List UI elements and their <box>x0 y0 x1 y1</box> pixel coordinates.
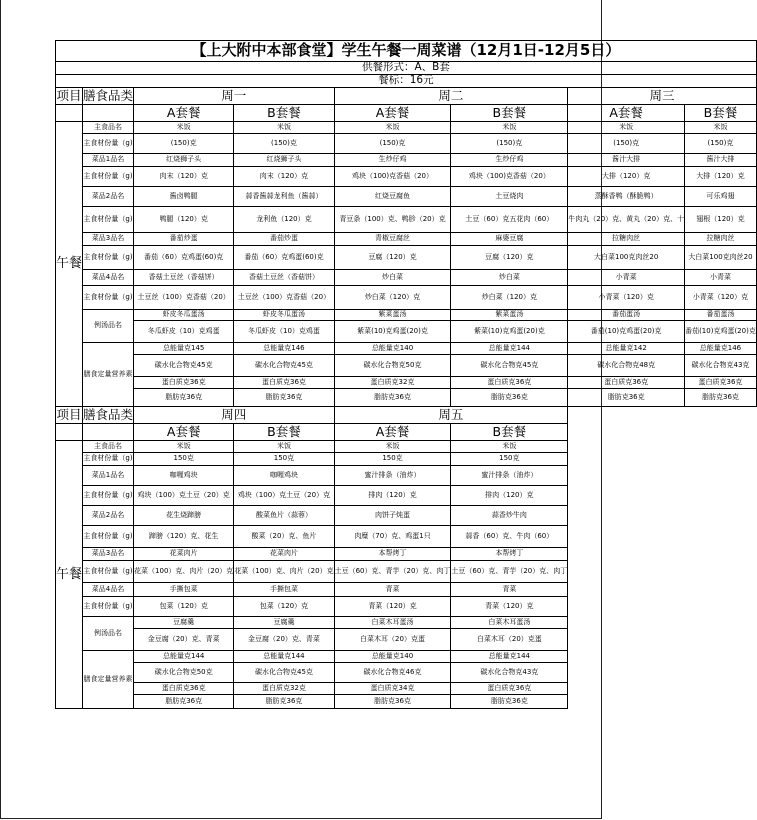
nutrient-energy-cell: 总能量克144 <box>234 651 334 663</box>
category-label: 主食品名 <box>83 122 134 134</box>
nutrient-fat-cell: 脂肪克36克 <box>134 695 234 709</box>
quantity-cell: 小青菜（120）克 <box>568 286 685 310</box>
empty-cell <box>568 597 685 617</box>
soup-name-cell: 白菜木耳蛋汤 <box>451 617 568 629</box>
empty-cell <box>568 441 685 453</box>
empty-cell <box>568 486 685 506</box>
set-a-header: A套餐 <box>134 105 234 122</box>
quantity-cell: 土豆丝（100）克香菇（20） <box>234 286 334 310</box>
set-b-header: B套餐 <box>234 424 334 441</box>
dish-name-cell: 酱卤鸭腿 <box>134 187 234 207</box>
quantity-cell: 蹄膀（120）克、花生 <box>134 526 234 548</box>
set-a-header: A套餐 <box>134 424 234 441</box>
quantity-cell: 排肉（120）克 <box>451 486 568 506</box>
empty-cell <box>568 629 685 651</box>
dish-name-cell: 米饭 <box>234 122 334 134</box>
quantity-cell: 番茄（60）克鸡蛋(60)克 <box>234 246 334 270</box>
nutrient-energy-cell: 总能量克146 <box>234 343 334 355</box>
empty-cell <box>685 526 757 548</box>
category-label: 主食品名 <box>83 441 134 453</box>
soup-name-cell: 番茄蛋汤 <box>568 310 685 321</box>
header-category: 膳食品类 <box>83 88 134 104</box>
quantity-cell: 排肉（120）克 <box>334 486 451 506</box>
quantity-cell: 肉末（120）克 <box>134 167 234 187</box>
quantity-label: 主食材份量（g) <box>83 526 134 548</box>
category-label: 菜品2品名 <box>83 506 134 526</box>
nutrient-energy-cell: 总能量克140 <box>334 343 451 355</box>
nutrient-fat-cell: 脂肪克36克 <box>234 389 334 407</box>
blank-cell <box>83 105 134 122</box>
dish-name-cell: 番茄炒蛋 <box>134 233 234 246</box>
quantity-cell: 土豆（60）克、青芋（20）克、肉丁 <box>334 561 451 583</box>
day-header: 周五 <box>334 407 568 424</box>
empty-cell <box>568 526 685 548</box>
empty-cell <box>568 695 685 709</box>
dish-name-cell: 蜜汁排条（油炸） <box>451 466 568 486</box>
nutrient-carb-cell: 碳水化合物克50克 <box>134 663 234 683</box>
dish-name-cell: 青菜 <box>334 583 451 597</box>
soup-quantity-cell: 番茄(10)克鸡蛋(20)克 <box>568 321 685 343</box>
dish-name-cell: 酱汁大排 <box>568 154 685 167</box>
soup-name-cell: 番茄蛋汤 <box>685 310 757 321</box>
dish-name-cell: 生炒仔鸡 <box>451 154 568 167</box>
dish-name-cell: 炒白菜 <box>334 270 451 286</box>
quantity-cell: 鸡块（100）克土豆（20）克 <box>134 486 234 506</box>
quantity-cell: 牛肉丸（20）克、黄丸（20）克、十 <box>568 207 685 233</box>
nutrient-fat-cell: 脂肪克36克 <box>451 695 568 709</box>
nutrient-carb-cell: 碳水化合物克46克 <box>334 663 451 683</box>
day-header: 周四 <box>134 407 335 424</box>
nutrient-energy-cell: 总能量克146 <box>685 343 757 355</box>
menu-title: 【上大附中本部食堂】学生午餐一周菜谱（12月1日-12月5日） <box>56 41 757 62</box>
blank-cell <box>56 424 83 441</box>
empty-cell <box>568 663 685 683</box>
dish-name-cell: 蜜汁排条（油炸） <box>334 466 451 486</box>
header-category: 膳食品类 <box>83 407 134 423</box>
quantity-cell: 炒白菜（120）克 <box>451 286 568 310</box>
empty-cell <box>568 651 685 663</box>
dish-name-cell: 拉糖肉丝 <box>568 233 685 246</box>
category-label: 菜品3品名 <box>83 233 134 246</box>
dish-name-cell: 小青菜 <box>685 270 757 286</box>
dish-name-cell: 花菜肉片 <box>234 548 334 561</box>
category-label: 菜品1品名 <box>83 154 134 167</box>
empty-cell <box>685 683 757 695</box>
dish-name-cell: 米饭 <box>334 441 451 453</box>
quantity-cell: 大白菜100克肉丝20 <box>568 246 685 270</box>
category-label: 菜品1品名 <box>83 466 134 486</box>
dish-name-cell: 红烧狮子头 <box>234 154 334 167</box>
quantity-cell: 土豆丝（100）克香菇（20） <box>134 286 234 310</box>
dish-name-cell: 青椒豆腐丝 <box>334 233 451 246</box>
nutrient-protein-cell: 蛋白质克36克 <box>134 377 234 389</box>
empty-cell <box>568 548 685 561</box>
quantity-cell: 青菜（120）克 <box>334 597 451 617</box>
dish-name-cell: 手撕包菜 <box>134 583 234 597</box>
dish-name-cell: 花菜肉片 <box>134 548 234 561</box>
empty-cell <box>568 683 685 695</box>
soup-quantity-cell: 紫菜(10)克鸡蛋(20)克 <box>334 321 451 343</box>
nutrient-carb-cell: 碳水化合物克45克 <box>451 355 568 377</box>
category-label: 菜品4品名 <box>83 270 134 286</box>
category-label: 菜品2品名 <box>83 187 134 207</box>
dish-name-cell: 手撕包菜 <box>234 583 334 597</box>
header-item: 项目 <box>56 407 82 423</box>
soup-name-cell: 紫菜蛋汤 <box>451 310 568 321</box>
empty-cell <box>685 597 757 617</box>
soup-name-cell: 豆腐羹 <box>234 617 334 629</box>
dish-name-cell: 香菇土豆丝（香菇饼） <box>234 270 334 286</box>
nutrient-protein-cell: 蛋白质克36克 <box>451 377 568 389</box>
nutrient-protein-cell: 蛋白质克36克 <box>685 377 757 389</box>
quantity-cell: 花菜（100）克、肉片（20）克 <box>134 561 234 583</box>
soup-label: 例汤品名 <box>83 617 134 651</box>
empty-cell <box>568 424 757 441</box>
nutrient-carb-cell: 碳水化合物克45克 <box>134 355 234 377</box>
soup-name-cell: 豆腐羹 <box>134 617 234 629</box>
nutrient-energy-cell: 总能量克144 <box>134 651 234 663</box>
soup-quantity-cell: 冬瓜虾皮（10）克鸡蛋 <box>234 321 334 343</box>
dish-name-cell: 青菜 <box>451 583 568 597</box>
nutrient-carb-cell: 碳水化合物克45克 <box>234 663 334 683</box>
set-b-header: B套餐 <box>685 105 757 122</box>
quantity-label: 主食材份量（g) <box>83 597 134 617</box>
empty-cell <box>568 453 685 466</box>
quantity-cell: 龙利鱼（120）克 <box>234 207 334 233</box>
dish-name-cell: 炒白菜 <box>451 270 568 286</box>
quantity-cell: 青豆条（100）克、鸭胗（20）克 <box>334 207 451 233</box>
soup-quantity-cell: 白菜木耳（20）克蛋 <box>451 629 568 651</box>
nutrient-carb-cell: 碳水化合物克48克 <box>568 355 685 377</box>
dish-name-cell: 生炒仔鸡 <box>334 154 451 167</box>
nutrient-carb-cell: 碳水化合物克45克 <box>234 355 334 377</box>
soup-quantity-cell: 冬瓜虾皮（10）克鸡蛋 <box>134 321 234 343</box>
dish-name-cell: 米饭 <box>451 441 568 453</box>
nutrient-fat-cell: 脂肪克36克 <box>134 389 234 407</box>
empty-cell <box>685 663 757 683</box>
dish-name-cell: 米饭 <box>568 122 685 134</box>
empty-cell <box>685 441 757 453</box>
nutrient-protein-cell: 蛋白质克36克 <box>568 377 685 389</box>
dish-name-cell: 蒜香炒牛肉 <box>451 506 568 526</box>
dish-name-cell: 咖喱鸡块 <box>234 466 334 486</box>
nutrient-carb-cell: 碳水化合物克43克 <box>451 663 568 683</box>
day-header: 周三 <box>568 88 757 105</box>
empty-cell <box>685 629 757 651</box>
soup-label: 例汤品名 <box>83 310 134 343</box>
soup-name-cell: 虾皮冬瓜蛋汤 <box>134 310 234 321</box>
quantity-cell: (150)克 <box>685 134 757 154</box>
quantity-cell: 150克 <box>234 453 334 466</box>
nutrient-fat-cell: 脂肪克36克 <box>568 389 685 407</box>
meal-label: 午餐 <box>56 122 83 407</box>
empty-cell <box>685 583 757 597</box>
quantity-cell: 肉末（120）克 <box>234 167 334 187</box>
dish-name-cell: 蒜香酱蒜龙利鱼（酱蒜） <box>234 187 334 207</box>
dish-name-cell: 番茄炒蛋 <box>234 233 334 246</box>
dish-name-cell: 蒸酥香鸭（酥脆鸭） <box>568 187 685 207</box>
quantity-label: 主食材份量（g) <box>83 167 134 187</box>
quantity-cell: 包菜（120）克 <box>134 597 234 617</box>
soup-quantity-cell: 金豆腐（20）克、青菜 <box>234 629 334 651</box>
day-header: 周二 <box>334 88 568 105</box>
dish-name-cell: 本帮烤丁 <box>334 548 451 561</box>
nutrition-label: 膳食定量营养素 <box>83 343 134 407</box>
quantity-cell: 大排（120）克 <box>568 167 685 187</box>
blank-cell <box>83 424 134 441</box>
soup-name-cell: 紫菜蛋汤 <box>334 310 451 321</box>
empty-cell <box>568 561 685 583</box>
empty-cell <box>568 506 685 526</box>
nutrient-protein-cell: 蛋白质克36克 <box>134 683 234 695</box>
quantity-cell: 150克 <box>134 453 234 466</box>
empty-cell <box>685 695 757 709</box>
empty-cell <box>685 548 757 561</box>
menu-table <box>55 40 757 709</box>
dish-name-cell: 土豆烧肉 <box>451 187 568 207</box>
quantity-cell: 鸡块（100)克香菇（20） <box>334 167 451 187</box>
quantity-cell: 包菜（120）克 <box>234 597 334 617</box>
dish-name-cell: 咖喱鸡块 <box>134 466 234 486</box>
nutrient-energy-cell: 总能量克144 <box>451 651 568 663</box>
quantity-cell: 豆腐（120）克 <box>334 246 451 270</box>
set-a-header: A套餐 <box>334 105 451 122</box>
soup-name-cell: 白菜木耳蛋汤 <box>334 617 451 629</box>
empty-cell <box>568 466 685 486</box>
nutrient-protein-cell: 蛋白质克32克 <box>334 377 451 389</box>
quantity-cell: 花菜（100）克、肉片（20）克 <box>234 561 334 583</box>
quantity-label: 主食材份量（g) <box>83 286 134 310</box>
set-a-header: A套餐 <box>568 105 685 122</box>
header-item: 项目 <box>56 88 82 104</box>
quantity-cell: 大白菜100克肉丝20 <box>685 246 757 270</box>
quantity-cell: 翅根（120）克 <box>685 207 757 233</box>
quantity-cell: 肉糜（70）克、鸡蛋1只 <box>334 526 451 548</box>
quantity-cell: 番茄（60）克鸡蛋(60)克 <box>134 246 234 270</box>
set-b-header: B套餐 <box>451 105 568 122</box>
dish-name-cell: 本帮烤丁 <box>451 548 568 561</box>
quantity-label: 主食材份量（g) <box>83 134 134 154</box>
nutrient-energy-cell: 总能量克140 <box>334 651 451 663</box>
quantity-cell: 酸菜（20）克、鱼片 <box>234 526 334 548</box>
quantity-cell: 豆腐（120）克 <box>451 246 568 270</box>
empty-cell <box>568 583 685 597</box>
quantity-cell: (150)克 <box>568 134 685 154</box>
dish-name-cell: 米饭 <box>685 122 757 134</box>
day-header: 周一 <box>134 88 335 105</box>
empty-cell <box>685 561 757 583</box>
dish-name-cell: 香菇土豆丝（香菇饼） <box>134 270 234 286</box>
empty-cell <box>685 466 757 486</box>
quantity-cell: 鸭腿（120）克 <box>134 207 234 233</box>
price-standard: 餐标：16元 <box>56 75 757 88</box>
dish-name-cell: 酱汁大排 <box>685 154 757 167</box>
empty-cell <box>685 453 757 466</box>
nutrient-fat-cell: 脂肪克36克 <box>334 695 451 709</box>
meal-label: 午餐 <box>56 441 83 709</box>
soup-quantity-cell: 紫菜(10)克鸡蛋(20)克 <box>451 321 568 343</box>
nutrient-carb-cell: 碳水化合物克50克 <box>334 355 451 377</box>
soup-name-cell: 虾皮冬瓜蛋汤 <box>234 310 334 321</box>
quantity-cell: (150)克 <box>451 134 568 154</box>
dish-name-cell: 米饭 <box>234 441 334 453</box>
nutrition-label: 膳食定量营养素 <box>83 651 134 709</box>
dish-name-cell: 红烧狮子头 <box>134 154 234 167</box>
dish-name-cell: 花生烧蹄膀 <box>134 506 234 526</box>
quantity-cell: 土豆（60）克五花肉（60） <box>451 207 568 233</box>
nutrient-protein-cell: 蛋白质克34克 <box>334 683 451 695</box>
dish-name-cell: 红烧豆腐鱼 <box>334 187 451 207</box>
quantity-label: 主食材份量（g) <box>83 453 134 466</box>
quantity-cell: (150)克 <box>134 134 234 154</box>
empty-cell <box>685 506 757 526</box>
dish-name-cell: 拉糖肉丝 <box>685 233 757 246</box>
quantity-cell: 鸡块（100）克土豆（20）克 <box>234 486 334 506</box>
service-forms: 供餐形式：A、B套 <box>56 62 757 75</box>
dish-name-cell: 米饭 <box>334 122 451 134</box>
nutrient-fat-cell: 脂肪克36克 <box>685 389 757 407</box>
dish-name-cell: 可乐鸡翅 <box>685 187 757 207</box>
quantity-cell: 土豆（60）克、青芋（20）克、肉丁 <box>451 561 568 583</box>
category-label: 菜品4品名 <box>83 583 134 597</box>
quantity-label: 主食材份量（g) <box>83 207 134 233</box>
nutrient-fat-cell: 脂肪克36克 <box>334 389 451 407</box>
dish-name-cell: 酸菜鱼片（蒜蓉） <box>234 506 334 526</box>
quantity-cell: 蒜香（60）克、牛肉（60） <box>451 526 568 548</box>
quantity-cell: (150)克 <box>334 134 451 154</box>
quantity-label: 主食材份量（g) <box>83 561 134 583</box>
soup-quantity-cell: 金豆腐（20）克、青菜 <box>134 629 234 651</box>
set-b-header: B套餐 <box>451 424 568 441</box>
quantity-cell: 鸡块（100)克香菇（20） <box>451 167 568 187</box>
empty-cell <box>685 617 757 629</box>
quantity-cell: 大排（120）克 <box>685 167 757 187</box>
quantity-cell: 炒白菜（120）克 <box>334 286 451 310</box>
nutrient-protein-cell: 蛋白质克32克 <box>234 683 334 695</box>
set-a-header: A套餐 <box>334 424 451 441</box>
quantity-cell: 青菜（120）克 <box>451 597 568 617</box>
dish-name-cell: 肉饼子炖蛋 <box>334 506 451 526</box>
nutrient-energy-cell: 总能量克142 <box>568 343 685 355</box>
nutrient-protein-cell: 蛋白质克36克 <box>234 377 334 389</box>
soup-quantity-cell: 白菜木耳（20）克蛋 <box>334 629 451 651</box>
empty-cell <box>685 486 757 506</box>
quantity-cell: 小青菜（120）克 <box>685 286 757 310</box>
empty-cell <box>568 617 685 629</box>
category-label: 菜品3品名 <box>83 548 134 561</box>
dish-name-cell: 麻婆豆腐 <box>451 233 568 246</box>
nutrient-energy-cell: 总能量克145 <box>134 343 234 355</box>
nutrient-protein-cell: 蛋白质克36克 <box>451 683 568 695</box>
blank-cell <box>56 105 83 122</box>
empty-cell <box>685 651 757 663</box>
set-b-header: B套餐 <box>234 105 334 122</box>
nutrient-carb-cell: 碳水化合物克43克 <box>685 355 757 377</box>
dish-name-cell: 米饭 <box>134 441 234 453</box>
nutrient-fat-cell: 脂肪克36克 <box>234 695 334 709</box>
nutrient-energy-cell: 总能量克144 <box>451 343 568 355</box>
dish-name-cell: 米饭 <box>134 122 234 134</box>
empty-cell <box>568 407 757 424</box>
dish-name-cell: 小青菜 <box>568 270 685 286</box>
quantity-cell: 150克 <box>451 453 568 466</box>
quantity-label: 主食材份量（g) <box>83 486 134 506</box>
quantity-label: 主食材份量（g) <box>83 246 134 270</box>
dish-name-cell: 米饭 <box>451 122 568 134</box>
nutrient-fat-cell: 脂肪克36克 <box>451 389 568 407</box>
soup-quantity-cell: 番茄(10)克鸡蛋(20)克 <box>685 321 757 343</box>
quantity-cell: (150)克 <box>234 134 334 154</box>
quantity-cell: 150克 <box>334 453 451 466</box>
